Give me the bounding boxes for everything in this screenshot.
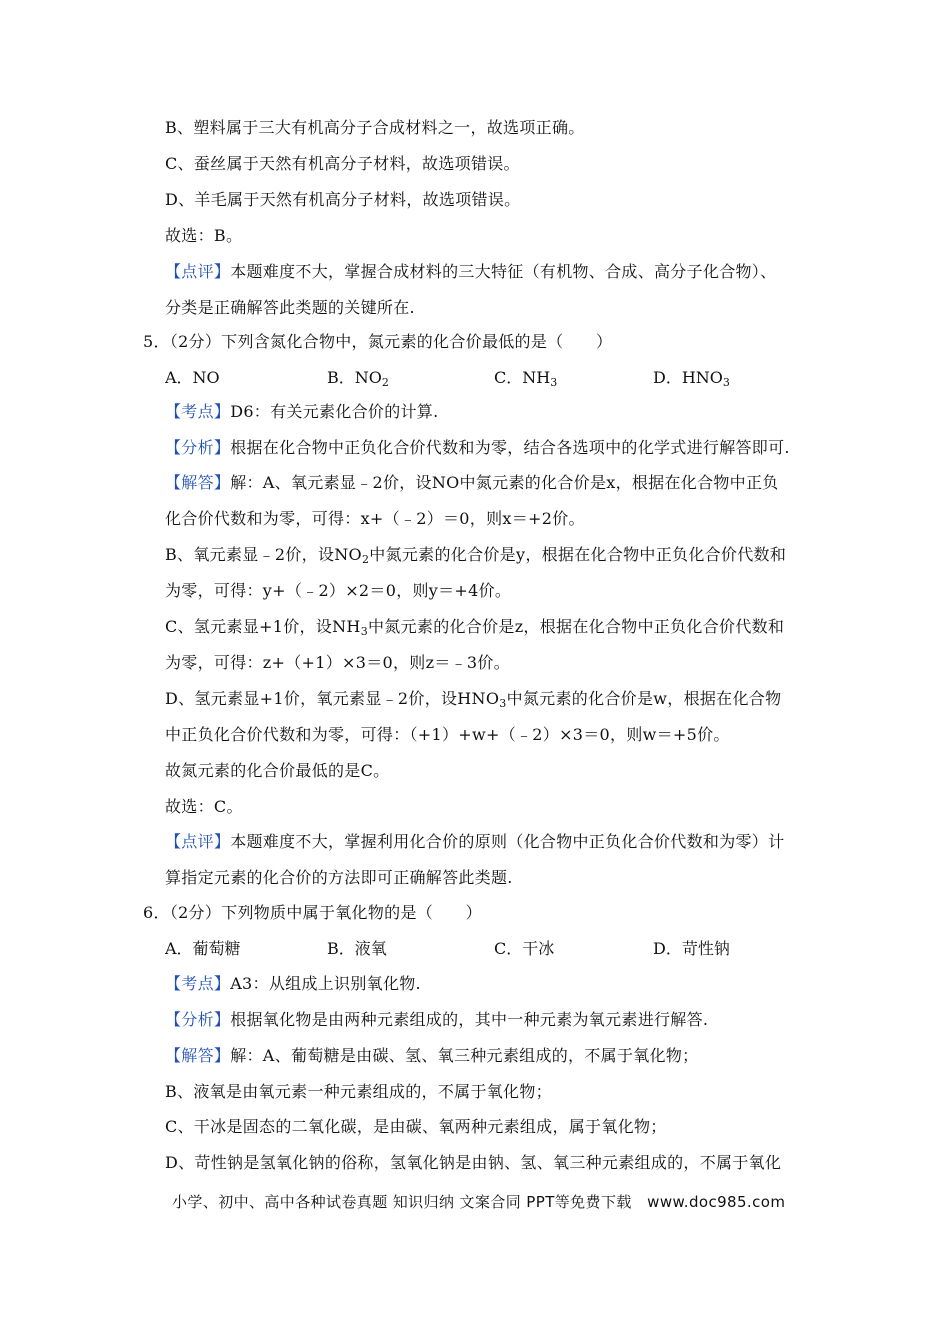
- answer-line-b: B、塑料属于三大有机高分子合成材料之一，故选项正确。: [165, 118, 585, 137]
- q5-analysis: 【分析】根据在化合物中正负化合价代数和为零，结合各选项中的化学式进行解答即可.: [165, 438, 790, 457]
- review-tag: 【点评】: [165, 832, 231, 851]
- q5-option-a: A．NO: [165, 368, 220, 387]
- review-line: [165, 262, 776, 282]
- q5-solution-c: C、氢元素显+1价，设$NH_3$中氮元素的化合价是z，根据在化合物中正负化合价代数和: [165, 617, 785, 638]
- q5-review-2: 算指定元素的化合价的方法即可正确解答此类题.: [165, 868, 513, 887]
- q5-conclusion: 故氮元素的化合价最低的是C。: [165, 761, 390, 780]
- q5-option-b: B．$NO_2$: [327, 368, 389, 389]
- q6-option-c: C．干冰: [494, 939, 555, 958]
- q6-option-b: B．液氧: [327, 939, 387, 958]
- analysis-tag: 【分析】: [165, 438, 231, 457]
- q6-solution-c: C、干冰是固态的二氧化碳，是由碳、氧两种元素组成，属于氧化物；: [165, 1117, 667, 1136]
- solution-tag: 【解答】: [165, 1046, 231, 1065]
- q6-option-a: A．葡萄糖: [165, 939, 241, 958]
- review-text: 本题难度不大，掌握合成材料的三大特征（有机物、合成、高分子化合物）、: [230, 262, 777, 281]
- q6-analysis: 【分析】根据氧化物是由两种元素组成的，其中一种元素为氧元素进行解答.: [165, 1010, 709, 1029]
- q5-solution-b2: 为零，可得：y+（﹣2）×2＝0，则y＝+4价。: [165, 581, 512, 600]
- q5-review: 【点评】本题难度不大，掌握利用化合价的原则（化合物中正负化合价代数和为零）计: [165, 832, 785, 851]
- answer-line-c: C、蚕丝属于天然有机高分子材料，故选项错误。: [165, 154, 520, 173]
- q6-keypoint: 【考点】A3：从组成上识别氧化物.: [165, 974, 421, 993]
- q5-solution-d2: 中正负化合价代数和为零，可得：（+1）+w+（﹣2）×3＝0，则w＝+5价。: [165, 725, 730, 744]
- keypoint-tag: 【考点】: [165, 974, 231, 993]
- review-line-2: 分类是正确解答此类题的关键所在.: [165, 298, 415, 317]
- analysis-tag: 【分析】: [165, 1010, 231, 1029]
- q6-solution-d: D、苛性钠是氢氧化钠的俗称，氢氧化钠是由钠、氢、氧三种元素组成的，不属于氧化: [165, 1153, 782, 1172]
- q5-solution-a2: 化合价代数和为零，可得：x+（﹣2）＝0，则x＝+2价。: [165, 509, 585, 528]
- question-6: 6．（2分）下列物质中属于氧化物的是（ ）: [143, 903, 482, 922]
- page-footer: 小学、初中、高中各种试卷真题 知识归纳 文案合同 PPT等免费下载 www.doc985.com: [172, 1193, 786, 1211]
- answer-choice: 故选：B。: [165, 226, 243, 245]
- q5-option-d: D．$HNO_3$: [653, 368, 730, 389]
- q5-answer: 故选：C。: [165, 797, 243, 816]
- q6-solution-a: 【解答】解：A、葡萄糖是由碳、氢、氧三种元素组成的，不属于氧化物；: [165, 1046, 699, 1065]
- q5-option-c: C．$NH_3$: [494, 368, 558, 389]
- q5-keypoint: 【考点】D6：有关元素化合价的计算.: [165, 402, 439, 421]
- question-5: 5．（2分）下列含氮化合物中，氮元素的化合价最低的是（ ）: [143, 332, 613, 351]
- q6-solution-b: B、液氧是由氧元素一种元素组成的，不属于氧化物；: [165, 1082, 552, 1101]
- answer-line-d: D、羊毛属于天然有机高分子材料，故选项错误。: [165, 190, 521, 209]
- q5-solution-a: 【解答】解：A、氧元素显﹣2价，设NO中氮元素的化合价是x，根据在化合物中正负: [165, 473, 779, 492]
- q5-solution-b: B、氧元素显﹣2价，设$NO_2$中氮元素的化合价是y，根据在化合物中正负化合价代数和: [165, 545, 787, 566]
- keypoint-tag: 【考点】: [165, 402, 231, 421]
- solution-tag: 【解答】: [165, 473, 231, 492]
- q5-solution-c2: 为零，可得：z+（+1）×3＝0，则z＝﹣3价。: [165, 653, 510, 672]
- q6-option-d: D．苛性钠: [653, 939, 730, 958]
- q5-solution-d: D、氢元素显+1价，氧元素显﹣2价，设$HNO_3$中氮元素的化合价是w，根据在化合物: [165, 689, 782, 710]
- review-tag: 【点评】: [165, 262, 231, 281]
